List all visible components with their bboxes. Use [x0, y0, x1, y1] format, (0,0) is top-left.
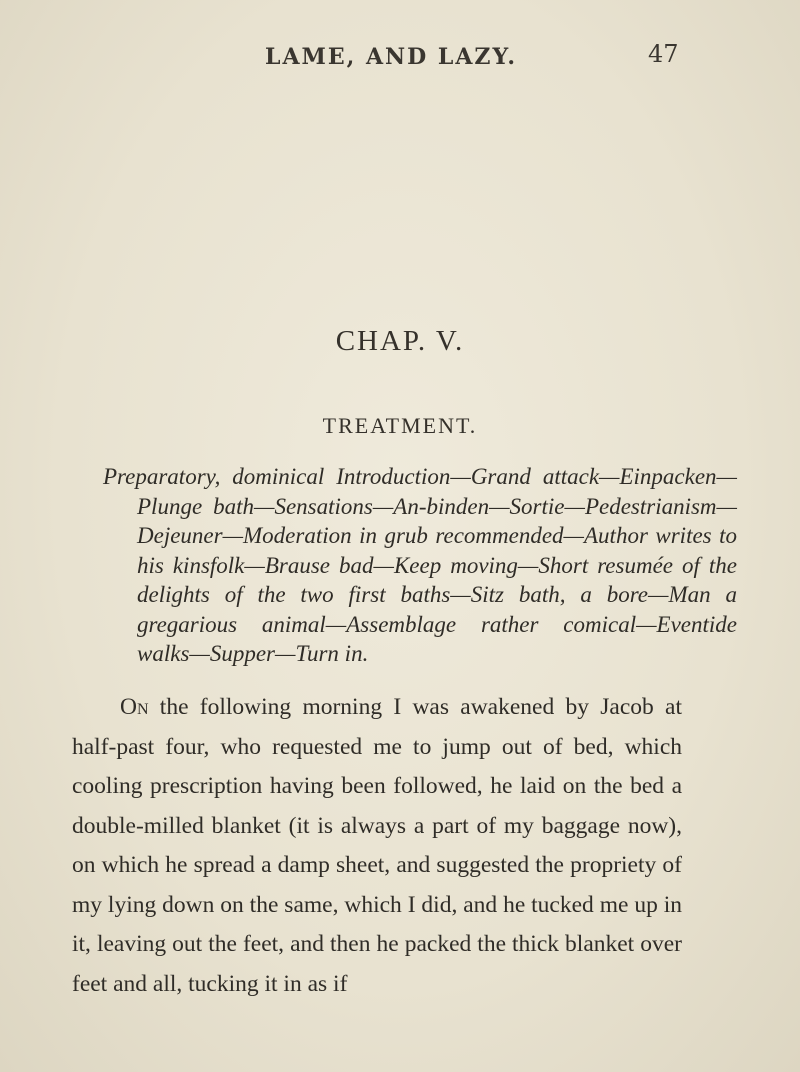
body-paragraph — [72, 688, 682, 1004]
first-word: On — [120, 694, 149, 720]
chapter-number: CHAP. V. — [335, 325, 465, 357]
chapter-summary: Preparatory, dominical Introduction—Grand attack—Einpacken—Plunge bath—Sensations—An-binden—Sortie—Pedestrianism—Dejeuner—Moderation in grub recommended—Author writes to his kinsfolk—Brause bad—Keep moving—Short resumée of the delights of the two first baths—Sitz bath, a bore—Man a gregarious animal—Assemblage rather comical—Eventide walks—Supper—Turn in. — [103, 464, 737, 666]
running-head: LAME, AND LAZY. — [265, 44, 518, 70]
paragraph-text: the following morning I was awakened by Jacob at half-past four, who requested me to jump out of bed, which cooling prescription having been followed, he laid on the bed a double-milled blanket (it is always a part of my baggage now), on which he spread a damp sheet, and suggested the propriety of my lying down on the same, which I did, and he tucked me up in it, leaving out the feet, and then he packed the thick blanket over feet and all, tucking it in as if — [72, 694, 682, 997]
page-number: 47 — [648, 40, 679, 68]
chapter-title: TREATMENT. — [322, 413, 478, 438]
